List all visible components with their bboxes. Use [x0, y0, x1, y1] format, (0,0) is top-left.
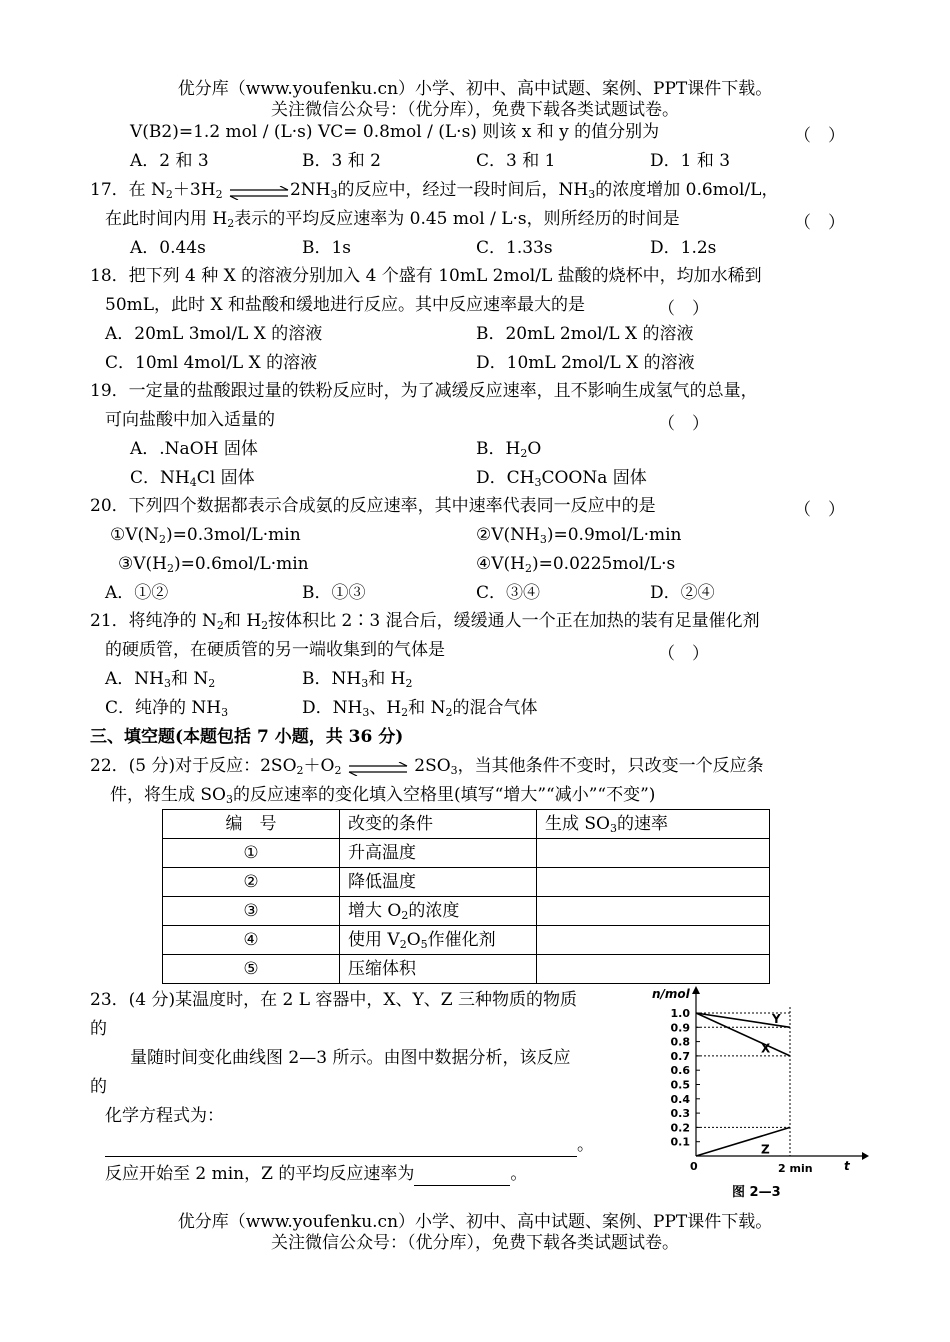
q19-option-a: A．.NaOH 固体 [130, 439, 258, 459]
q20-option-c: C．③④ [476, 583, 541, 603]
q21-option-b: B．$NH_3$和 $H_2$ [302, 669, 413, 690]
y-tick-label: 0.4 [670, 1092, 690, 1106]
table-row: ③ 增大 $O_2$的浓度 [163, 897, 770, 926]
q23-line-7: 反应开始至 2 min，Z 的平均反应速率为 。 [105, 1164, 528, 1184]
q21-line-2: 的硬质管，在硬质管的另一端收集到的气体是 [105, 640, 445, 660]
q17-option-b: B．1s [302, 238, 352, 258]
q18-option-b: B．20mL 2mol/L X 的溶液 [476, 324, 694, 344]
y-tick-label: 0.6 [670, 1064, 690, 1078]
q18-option-c: C．10ml 4mol/L X 的溶液 [105, 353, 318, 373]
table-row: ④ 使用 $V_2O_5$作催化剂 [163, 926, 770, 955]
q17-line-1: 17．在 $N_2+3H_2$ $2NH_3$的反应中，经过一段时间后，$NH_3$的浓度增加 0.6mol/L， [90, 180, 779, 201]
y-axis-arrow-icon [692, 986, 700, 994]
q16-option-d: D．1 和 3 [650, 151, 731, 171]
footer-line-2: 关注微信公众号：（优分库），免费下载各类试题试卷。 [271, 1233, 679, 1253]
table-header-no: 编 号 [163, 810, 340, 839]
y-axis-label: n/mol [652, 987, 690, 1001]
header-line-1: 优分库（www.youfenku.cn）小学、初中、高中试题、案例、PPT课件下载。 [177, 79, 773, 99]
y-tick-label: 0.5 [670, 1078, 690, 1092]
x-tick-2min: 2 min [778, 1162, 813, 1175]
table-row: ① 升高温度 [163, 839, 770, 868]
q23-line-4: 的 [90, 1077, 107, 1097]
table-row: ⑤ 压缩体积 [163, 955, 770, 984]
y-tick-label: 1.0 [670, 1007, 690, 1020]
series-Z [696, 1127, 790, 1156]
x-axis-label: t [844, 1159, 850, 1173]
q23-line-3: 量随时间变化曲线图 2—3 所示。由图中数据分析，该反应 [130, 1048, 571, 1068]
q19-option-c: C．$NH_4Cl$ 固体 [130, 468, 255, 489]
q21-option-a: A．$NH_3$和 $N_2$ [105, 669, 216, 690]
q18-option-d: D．10mL 2mol/L X 的溶液 [476, 353, 695, 373]
q22-table [162, 809, 770, 984]
footer-line-1: 优分库（www.youfenku.cn）小学、初中、高中试题、案例、PPT课件下载。 [177, 1212, 773, 1232]
series-label-Y: Y [772, 1012, 781, 1027]
equation-blank[interactable] [105, 1134, 577, 1157]
y-tick-label: 0.3 [670, 1107, 690, 1121]
q16-option-a: A．2 和 3 [130, 151, 209, 171]
q17-option-d: D．1.2s [650, 238, 717, 258]
q20-item-2: $②V(NH_3)=0.9mol/L\cdot\min$ [476, 525, 682, 546]
q20-option-a: A．①② [105, 583, 169, 603]
answer-cell[interactable] [537, 839, 770, 868]
q23-line-1: 23．(4 分)某温度时，在 2 L 容器中，X、Y、Z 三种物质的物质 [90, 990, 577, 1010]
y-tick-label: 0.9 [670, 1021, 690, 1035]
header-line-2: 关注微信公众号：（优分库），免费下载各类试题试卷。 [271, 100, 679, 120]
x-tick-0: 0 [690, 1160, 698, 1173]
q23-line-5: 化学方程式为： [105, 1106, 224, 1126]
table-header-condition: 改变的条件 [340, 810, 537, 839]
answer-cell[interactable] [537, 868, 770, 897]
answer-cell[interactable] [537, 955, 770, 984]
rate-blank[interactable] [414, 1163, 510, 1186]
q18-line-2: 50mL，此时 X 和盐酸和缓地进行反应。其中反应速率最大的是 [105, 295, 585, 315]
section-3-title: 三、填空题(本题包括 7 小题，共 36 分) [90, 727, 404, 747]
q21-option-c: C．纯净的 $NH_3$ [105, 698, 229, 719]
q17-bracket: （ ） [794, 213, 845, 233]
q20-item-3: $③V(H_2)=0.6mol/L\cdot\min$ [118, 554, 309, 575]
q19-line-2: 可向盐酸中加入适量的 [105, 410, 275, 430]
q20-line-1: 20．下列四个数据都表示合成氨的反应速率，其中速率代表同一反应中的是 [90, 496, 656, 516]
q20-item-4: $④V(H_2)=0.0225mol/L\cdot s$ [476, 554, 676, 575]
q20-option-d: D．②④ [650, 583, 715, 603]
q21-bracket: （ ） [658, 644, 709, 664]
q23-line-2: 的 [90, 1019, 107, 1039]
chart-title: 图 2—3 [732, 1185, 781, 1200]
q19-option-b: B．$H_2O$ [476, 439, 542, 460]
q17-option-a: A．0.44s [130, 238, 206, 258]
q20-item-1: $①V(N_2)=0.3mol/L\cdot\min$ [110, 525, 301, 546]
q16-option-b: B．3 和 2 [302, 151, 381, 171]
equilibrium-arrow-icon [228, 184, 290, 198]
q23-line-6: 。 [105, 1134, 594, 1157]
q18-line-1: 18．把下列 4 种 X 的溶液分别加入 4 个盛有 10mL 2mol/L 盐酸的烧杯中，均加水稀到 [90, 266, 762, 286]
figure-2-3-chart [648, 984, 870, 1206]
series-label-X: X [761, 1041, 771, 1056]
y-tick-label: 0.2 [670, 1121, 690, 1135]
q22-line-1: 22．(5 分)对于反应：$2SO_2+O_2$ $2SO_3$，当其他条件不变时，只改变一个反应条 [90, 756, 764, 777]
q17-option-c: C．1.33s [476, 238, 553, 258]
q18-bracket: （ ） [658, 299, 709, 319]
table-row: ② 降低温度 [163, 868, 770, 897]
q20-bracket: （ ） [794, 500, 845, 520]
y-tick-label: 0.1 [670, 1135, 690, 1149]
x-axis-arrow-icon [862, 1152, 869, 1160]
q19-bracket: （ ） [658, 414, 709, 434]
series-label-Z: Z [761, 1142, 770, 1157]
q17-line-2: 在此时间内用 $H_2$表示的平均反应速率为 0.45 mol / L·s，则所经历的时间是 [105, 209, 680, 230]
q18-option-a: A．20mL 3mol/L X 的溶液 [105, 324, 323, 344]
equilibrium-arrow-icon [347, 760, 409, 774]
y-tick-label: 0.7 [670, 1049, 690, 1063]
q21-line-1: 21．将纯净的 $N_2$和 $H_2$按体积比 2∶3 混合后，缓缓通人一个正在加热的装有足量催化剂 [90, 611, 760, 632]
table-header-rate: 生成 $SO_3$的速率 [537, 810, 770, 839]
q16-bracket: （ ） [794, 126, 845, 146]
table-header-row [163, 810, 770, 839]
y-tick-label: 0.8 [670, 1035, 690, 1049]
q21-option-d: D．$NH_3$、$H_2$和 $N_2$的混合气体 [302, 698, 538, 719]
answer-cell[interactable] [537, 926, 770, 955]
q19-line-1: 19．一定量的盐酸跟过量的铁粉反应时，为了减缓反应速率，且不影响生成氢气的总量， [90, 381, 758, 401]
q19-option-d: D．$CH_3COONa$ 固体 [476, 468, 647, 489]
q16-text: V(B2)=1.2 mol / (L·s) VC= 0.8mol / (L·s) 则该 x 和 y 的值分别为 [130, 122, 660, 142]
answer-cell[interactable] [537, 897, 770, 926]
q20-option-b: B．①③ [302, 583, 366, 603]
q16-option-c: C．3 和 1 [476, 151, 556, 171]
q22-line-2: 件，将生成 $SO_3$的反应速率的变化填入空格里(填写“增大”“减小”“不变”) [110, 785, 656, 806]
